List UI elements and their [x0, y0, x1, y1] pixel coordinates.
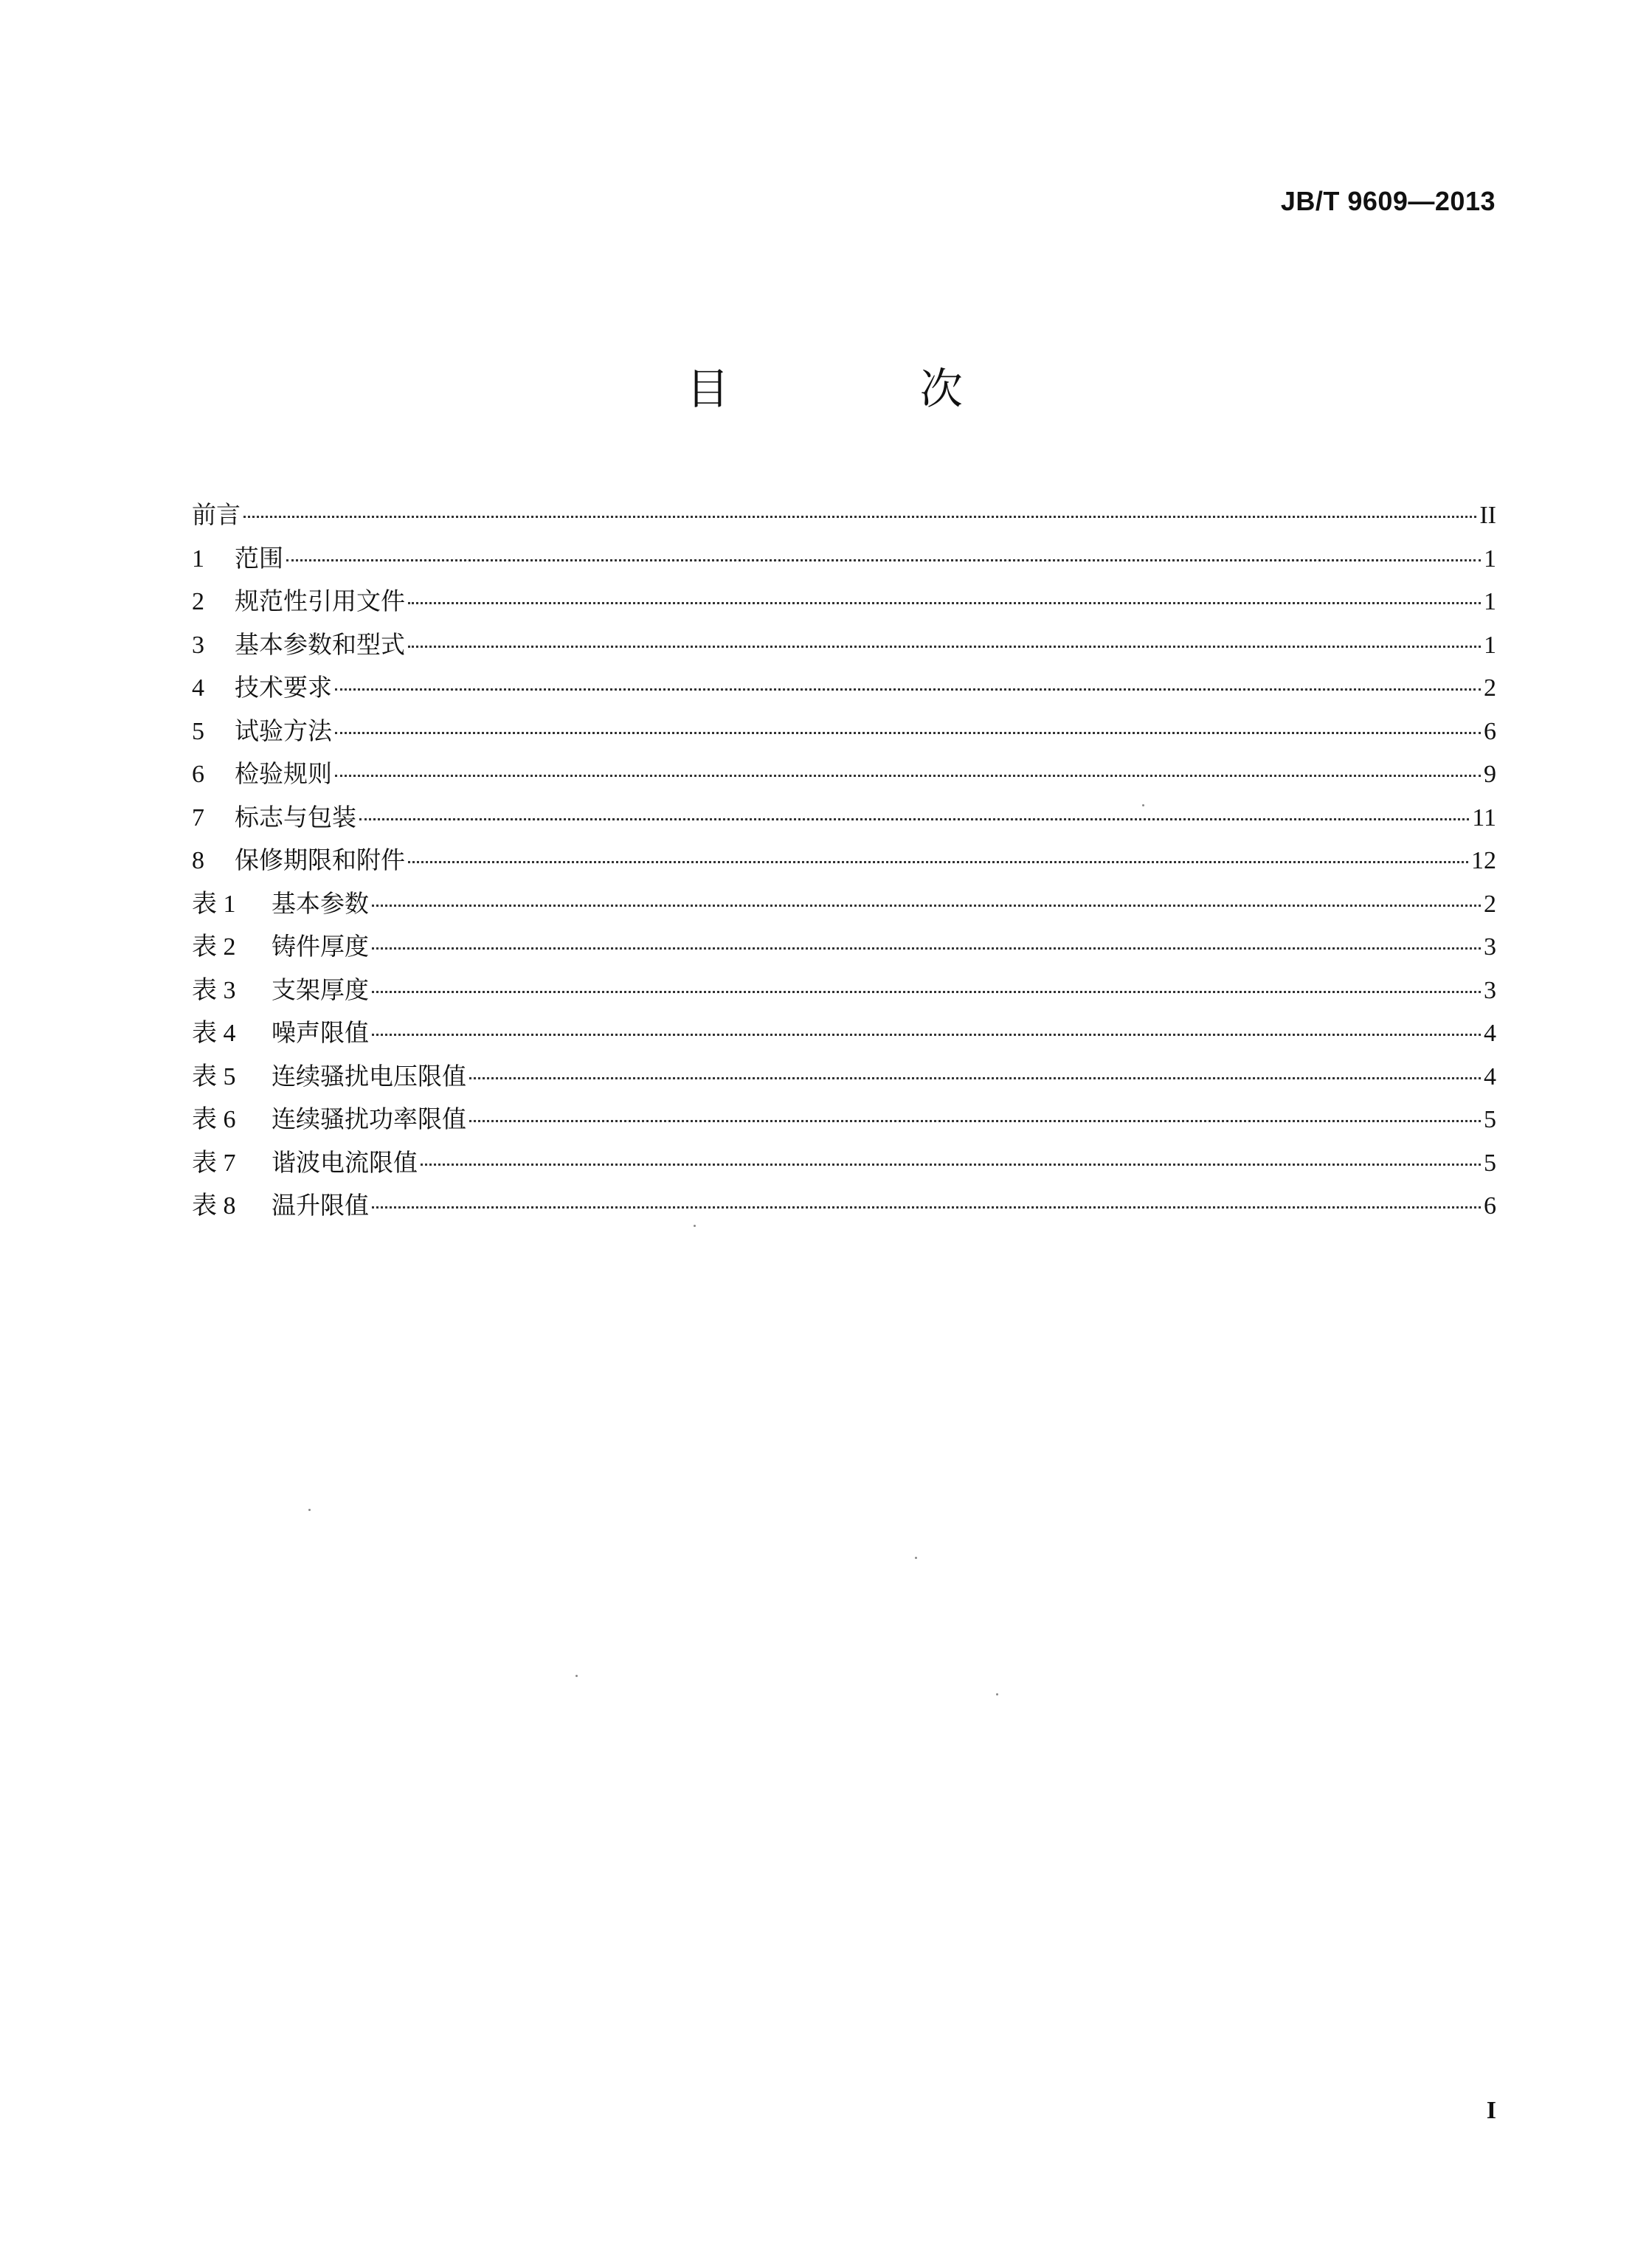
dot-leader [469, 1077, 1481, 1079]
toc-entry-page: 5 [1484, 1149, 1496, 1177]
toc-title: 目 次 [686, 364, 1051, 414]
toc-entry-page: 1 [1484, 544, 1496, 573]
toc-entry-number: 7 [192, 803, 204, 832]
toc-entry-label: 前言 [192, 500, 241, 529]
dot-leader [335, 775, 1481, 777]
toc-entry-page: 12 [1471, 847, 1496, 874]
scan-speck [996, 1693, 998, 1695]
dot-leader [421, 1164, 1481, 1166]
dot-leader [408, 861, 1468, 863]
toc-entry-number: 1 [192, 544, 204, 573]
toc-entry-clause-8[interactable] [192, 839, 1496, 882]
toc-entry-page: 3 [1484, 976, 1496, 1004]
dot-leader [335, 688, 1481, 691]
toc-entry-number: 表 6 [192, 1106, 236, 1133]
dot-leader [372, 1206, 1481, 1209]
dot-leader [469, 1120, 1481, 1122]
toc-entry-label: 连续骚扰电压限值 [272, 1061, 466, 1090]
toc-entry-label: 保修期限和附件 [235, 846, 405, 874]
toc-entry-number: 表 2 [192, 933, 236, 961]
toc-entry-page: 1 [1484, 631, 1496, 659]
dot-leader [372, 991, 1481, 993]
toc-entry-page: 9 [1484, 761, 1496, 788]
toc-entry-table-2[interactable] [192, 925, 1496, 969]
toc-entry-label: 支架厚度 [272, 975, 369, 1004]
toc-entry-clause-1[interactable] [192, 537, 1496, 581]
toc-entry-label: 检验规则 [235, 759, 332, 788]
toc-entry-label: 连续骚扰功率限值 [272, 1104, 466, 1133]
toc-entry-number: 表 7 [192, 1149, 236, 1177]
dot-leader [335, 732, 1481, 734]
toc-entry-number: 3 [192, 631, 204, 659]
toc-entry-label: 铸件厚度 [272, 932, 369, 961]
toc-entry-clause-5[interactable] [192, 710, 1496, 753]
toc-entry-number: 8 [192, 847, 204, 874]
toc-entry-number: 表 5 [192, 1062, 236, 1090]
toc-entry-page: 2 [1484, 674, 1496, 702]
toc-entry-label: 噪声限值 [272, 1018, 369, 1047]
toc-entry-foreword[interactable] [192, 494, 1496, 537]
scan-speck [575, 1675, 578, 1677]
scan-speck [1142, 804, 1144, 806]
toc-entry-label: 基本参数 [272, 888, 369, 918]
dot-leader [372, 905, 1481, 907]
toc-entry-label: 试验方法 [235, 716, 332, 745]
toc-entry-label: 温升限值 [272, 1191, 369, 1220]
dot-leader [286, 559, 1481, 561]
scan-speck [915, 1557, 917, 1559]
toc-entry-number: 表 3 [192, 976, 236, 1004]
toc-entry-label: 范围 [235, 543, 283, 573]
toc-entry-table-4[interactable] [192, 1012, 1496, 1055]
toc-entry-page: 3 [1484, 933, 1496, 961]
dot-leader [359, 818, 1469, 820]
toc-entry-page: 6 [1484, 717, 1496, 745]
toc-entry-number: 4 [192, 674, 204, 702]
dot-leader [408, 602, 1481, 604]
dot-leader [372, 1034, 1481, 1036]
toc-entry-label: 基本参数和型式 [235, 629, 405, 659]
toc-entry-table-6[interactable] [192, 1098, 1496, 1141]
toc-entry-page: 11 [1472, 803, 1496, 832]
toc-entry-page: 6 [1484, 1192, 1496, 1220]
toc-entry-table-1[interactable] [192, 882, 1496, 926]
toc-entry-page: 4 [1484, 1062, 1496, 1090]
dot-leader [372, 947, 1481, 950]
toc-entry-label: 规范性引用文件 [235, 587, 405, 615]
dot-leader [408, 646, 1481, 648]
scan-speck [694, 1225, 696, 1227]
page-number: I [1486, 2097, 1496, 2124]
toc-entry-page: II [1479, 502, 1496, 529]
toc-entry-clause-4[interactable] [192, 666, 1496, 710]
toc-entry-table-3[interactable] [192, 969, 1496, 1012]
toc-entry-table-8[interactable] [192, 1184, 1496, 1228]
toc-entry-number: 5 [192, 717, 204, 745]
table-of-contents [192, 494, 1496, 1228]
toc-entry-page: 4 [1484, 1020, 1496, 1047]
toc-entry-number: 表 1 [192, 890, 236, 918]
toc-entry-label: 技术要求 [235, 673, 332, 702]
toc-entry-number: 表 4 [192, 1020, 236, 1047]
toc-entry-page: 2 [1484, 890, 1496, 918]
toc-entry-label: 标志与包装 [235, 802, 356, 832]
scan-speck [308, 1509, 311, 1511]
toc-entry-number: 6 [192, 761, 204, 788]
toc-entry-number: 表 8 [192, 1192, 236, 1220]
toc-entry-page: 1 [1484, 588, 1496, 615]
toc-entry-page: 5 [1484, 1106, 1496, 1133]
dot-leader [243, 516, 1476, 518]
toc-entry-clause-2[interactable] [192, 580, 1496, 623]
toc-entry-clause-7[interactable] [192, 796, 1496, 840]
toc-entry-label: 谐波电流限值 [272, 1147, 418, 1177]
toc-entry-table-7[interactable] [192, 1141, 1496, 1185]
document-code: JB/T 9609—2013 [1280, 186, 1496, 216]
toc-entry-table-5[interactable] [192, 1055, 1496, 1099]
toc-entry-number: 2 [192, 588, 204, 615]
toc-entry-clause-3[interactable] [192, 623, 1496, 667]
toc-entry-clause-6[interactable] [192, 753, 1496, 796]
